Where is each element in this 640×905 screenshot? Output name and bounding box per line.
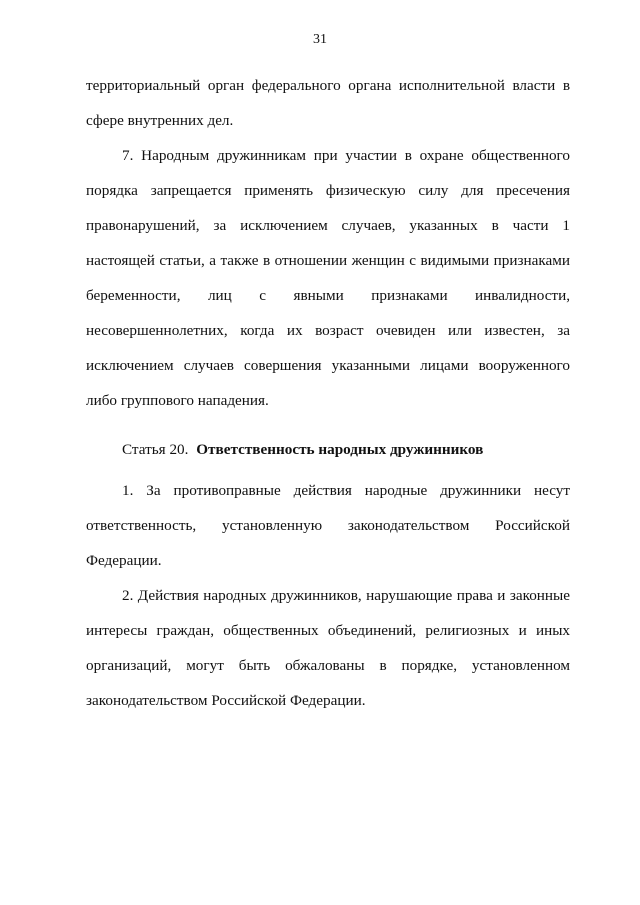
page-number: 31 bbox=[313, 32, 327, 47]
paragraph-7: 7. Народным дружинникам при участии в охране общественного порядка запрещается применять физическую силу для пресечения правонарушений, за исключением случаев, указанных в части 1 настоящей статьи, а также в отношении женщин с видимыми признаками беременности, лиц с явными признаками инвалидности, несовершеннолетних, когда их возраст очевиден или известен, за исключением случаев совершения указанными лицами вооруженного либо группового нападения. bbox=[86, 147, 570, 409]
article-paragraph-2: 2. Действия народных дружинников, нарушающие права и законные интересы граждан, общественных объединений, религиозных и иных организаций, могут быть обжалованы в порядке, установленном законодательством Российской Федерации. bbox=[86, 587, 570, 709]
document-body bbox=[86, 68, 570, 718]
paragraph-continuation: территориальный орган федерального органа исполнительной власти в сфере внутренних дел. bbox=[86, 77, 570, 129]
article-label: Статья 20. bbox=[122, 441, 189, 458]
article-heading bbox=[86, 432, 570, 467]
article-title: Ответственность народных дружинников bbox=[196, 441, 484, 458]
article-paragraph-1: 1. За противоправные действия народные дружинники несут ответственность, установленную законодательством Российской Федерации. bbox=[86, 482, 570, 569]
